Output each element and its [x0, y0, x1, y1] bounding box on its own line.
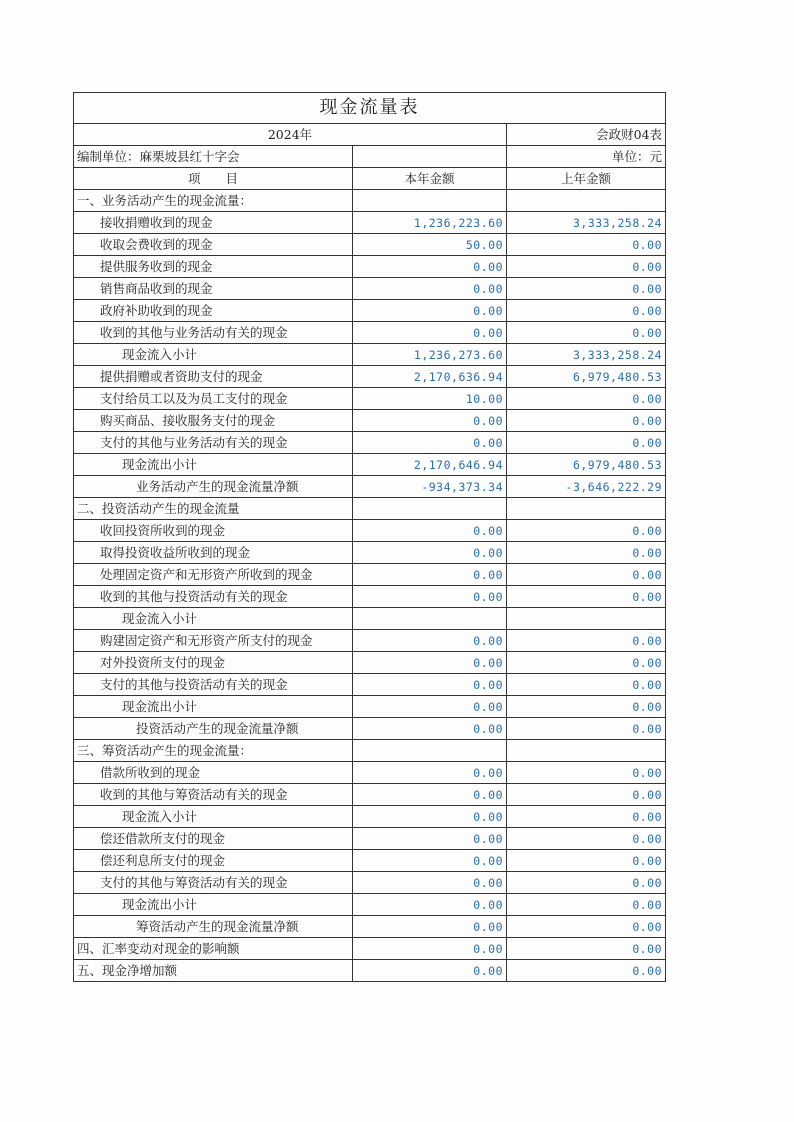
table-row — [74, 674, 666, 696]
row-label: 业务活动产生的现金流量净额 — [74, 476, 353, 498]
previous-year-amount: 0.00 — [507, 542, 666, 564]
table-row — [74, 212, 666, 234]
row-label: 销售商品收到的现金 — [74, 278, 353, 300]
previous-year-amount: 0.00 — [507, 520, 666, 542]
current-year-amount: 0.00 — [353, 718, 507, 740]
table-row — [74, 454, 666, 476]
row-label: 投资活动产生的现金流量净额 — [74, 718, 353, 740]
col-header-previous: 上年金额 — [507, 168, 666, 190]
table-row — [74, 608, 666, 630]
table-row — [74, 190, 666, 212]
previous-year-amount: 6,979,480.53 — [507, 454, 666, 476]
previous-year-amount: 0.00 — [507, 718, 666, 740]
col-header-item: 项 目 — [74, 168, 353, 190]
form-code: 会政财04表 — [507, 124, 666, 146]
previous-year-amount — [507, 740, 666, 762]
current-year-amount: 0.00 — [353, 872, 507, 894]
previous-year-amount: 0.00 — [507, 630, 666, 652]
table-row — [74, 476, 666, 498]
row-label: 现金流出小计 — [74, 696, 353, 718]
row-label: 处理固定资产和无形资产所收到的现金 — [74, 564, 353, 586]
table-row — [74, 630, 666, 652]
row-label: 二、投资活动产生的现金流量 — [74, 498, 353, 520]
row-label: 借款所收到的现金 — [74, 762, 353, 784]
current-year-amount: 0.00 — [353, 674, 507, 696]
table-row — [74, 740, 666, 762]
row-label: 三、筹资活动产生的现金流量： — [74, 740, 353, 762]
row-label: 对外投资所支付的现金 — [74, 652, 353, 674]
row-label: 收取会费收到的现金 — [74, 234, 353, 256]
current-year-amount: 10.00 — [353, 388, 507, 410]
row-label: 现金流入小计 — [74, 806, 353, 828]
row-label: 购买商品、接收服务支付的现金 — [74, 410, 353, 432]
current-year-amount: 0.00 — [353, 652, 507, 674]
previous-year-amount: 0.00 — [507, 322, 666, 344]
table-row — [74, 388, 666, 410]
row-label: 接收捐赠收到的现金 — [74, 212, 353, 234]
blank-cell — [353, 146, 507, 168]
row-label: 提供服务收到的现金 — [74, 256, 353, 278]
current-year-amount: 0.00 — [353, 256, 507, 278]
previous-year-amount: 0.00 — [507, 256, 666, 278]
previous-year-amount — [507, 498, 666, 520]
row-label: 现金流出小计 — [74, 894, 353, 916]
table-row — [74, 696, 666, 718]
current-year-amount: 0.00 — [353, 938, 507, 960]
row-label: 取得投资收益所收到的现金 — [74, 542, 353, 564]
previous-year-amount: 0.00 — [507, 850, 666, 872]
previous-year-amount: 0.00 — [507, 828, 666, 850]
previous-year-amount — [507, 608, 666, 630]
current-year-amount: 0.00 — [353, 806, 507, 828]
current-year-amount: 0.00 — [353, 850, 507, 872]
table-row — [74, 850, 666, 872]
table-row — [74, 278, 666, 300]
previous-year-amount: 0.00 — [507, 762, 666, 784]
header-row — [74, 168, 666, 190]
previous-year-amount: 0.00 — [507, 300, 666, 322]
current-year-amount: 50.00 — [353, 234, 507, 256]
table-row — [74, 872, 666, 894]
table-row — [74, 432, 666, 454]
table-row — [74, 718, 666, 740]
previous-year-amount: 0.00 — [507, 432, 666, 454]
current-year-amount — [353, 498, 507, 520]
org-name: 编制单位：麻栗坡县红十字会 — [74, 146, 353, 168]
current-year-amount: 2,170,636.94 — [353, 366, 507, 388]
previous-year-amount: 0.00 — [507, 938, 666, 960]
current-year-amount: 1,236,273.60 — [353, 344, 507, 366]
year-row — [74, 124, 666, 146]
previous-year-amount: 0.00 — [507, 696, 666, 718]
current-year-amount: 0.00 — [353, 278, 507, 300]
current-year-amount: 1,236,223.60 — [353, 212, 507, 234]
current-year-amount: 0.00 — [353, 520, 507, 542]
title-row — [74, 93, 666, 124]
current-year-amount: 0.00 — [353, 784, 507, 806]
previous-year-amount: 0.00 — [507, 278, 666, 300]
table-row — [74, 586, 666, 608]
current-year-amount — [353, 740, 507, 762]
report-year: 2024年 — [74, 124, 507, 146]
table-row — [74, 564, 666, 586]
table-row — [74, 828, 666, 850]
row-label: 支付的其他与业务活动有关的现金 — [74, 432, 353, 454]
previous-year-amount: 3,333,258.24 — [507, 344, 666, 366]
previous-year-amount: 0.00 — [507, 388, 666, 410]
row-label: 支付给员工以及为员工支付的现金 — [74, 388, 353, 410]
row-label: 现金流出小计 — [74, 454, 353, 476]
previous-year-amount: -3,646,222.29 — [507, 476, 666, 498]
row-label: 一、业务活动产生的现金流量： — [74, 190, 353, 212]
row-label: 提供捐赠或者资助支付的现金 — [74, 366, 353, 388]
table-row — [74, 894, 666, 916]
table-row — [74, 410, 666, 432]
col-header-current: 本年金额 — [353, 168, 507, 190]
current-year-amount — [353, 608, 507, 630]
row-label: 偿还借款所支付的现金 — [74, 828, 353, 850]
current-year-amount: 0.00 — [353, 762, 507, 784]
previous-year-amount: 0.00 — [507, 674, 666, 696]
row-label: 五、现金净增加额 — [74, 960, 353, 982]
table-row — [74, 652, 666, 674]
current-year-amount — [353, 190, 507, 212]
org-row — [74, 146, 666, 168]
cash-flow-table — [73, 92, 666, 982]
table-row — [74, 938, 666, 960]
table-row — [74, 322, 666, 344]
row-label: 现金流入小计 — [74, 344, 353, 366]
current-year-amount: 0.00 — [353, 916, 507, 938]
previous-year-amount: 0.00 — [507, 652, 666, 674]
page-title: 现金流量表 — [74, 93, 666, 124]
row-label: 筹资活动产生的现金流量净额 — [74, 916, 353, 938]
current-year-amount: 0.00 — [353, 564, 507, 586]
previous-year-amount: 0.00 — [507, 872, 666, 894]
row-label: 收回投资所收到的现金 — [74, 520, 353, 542]
row-label: 偿还利息所支付的现金 — [74, 850, 353, 872]
table-row — [74, 300, 666, 322]
table-row — [74, 498, 666, 520]
row-label: 购建固定资产和无形资产所支付的现金 — [74, 630, 353, 652]
table-row — [74, 784, 666, 806]
current-year-amount: 0.00 — [353, 410, 507, 432]
row-label: 收到的其他与投资活动有关的现金 — [74, 586, 353, 608]
table-row — [74, 520, 666, 542]
currency-unit: 单位：元 — [507, 146, 666, 168]
current-year-amount: 0.00 — [353, 300, 507, 322]
table-row — [74, 762, 666, 784]
previous-year-amount: 0.00 — [507, 410, 666, 432]
table-row — [74, 542, 666, 564]
current-year-amount: 0.00 — [353, 828, 507, 850]
row-label: 收到的其他与筹资活动有关的现金 — [74, 784, 353, 806]
row-label: 支付的其他与投资活动有关的现金 — [74, 674, 353, 696]
row-label: 四、汇率变动对现金的影响额 — [74, 938, 353, 960]
table-row — [74, 806, 666, 828]
table-row — [74, 256, 666, 278]
previous-year-amount: 0.00 — [507, 586, 666, 608]
current-year-amount: 0.00 — [353, 432, 507, 454]
row-label: 现金流入小计 — [74, 608, 353, 630]
current-year-amount: 2,170,646.94 — [353, 454, 507, 476]
previous-year-amount: 0.00 — [507, 564, 666, 586]
table-row — [74, 916, 666, 938]
row-label: 支付的其他与筹资活动有关的现金 — [74, 872, 353, 894]
previous-year-amount: 0.00 — [507, 806, 666, 828]
previous-year-amount: 0.00 — [507, 916, 666, 938]
previous-year-amount: 0.00 — [507, 234, 666, 256]
previous-year-amount: 0.00 — [507, 784, 666, 806]
row-label: 政府补助收到的现金 — [74, 300, 353, 322]
table-row — [74, 234, 666, 256]
current-year-amount: 0.00 — [353, 586, 507, 608]
current-year-amount: 0.00 — [353, 322, 507, 344]
current-year-amount: 0.00 — [353, 960, 507, 982]
current-year-amount: 0.00 — [353, 542, 507, 564]
current-year-amount: -934,373.34 — [353, 476, 507, 498]
current-year-amount: 0.00 — [353, 630, 507, 652]
table-row — [74, 366, 666, 388]
previous-year-amount — [507, 190, 666, 212]
table-row — [74, 960, 666, 982]
row-label: 收到的其他与业务活动有关的现金 — [74, 322, 353, 344]
previous-year-amount: 0.00 — [507, 960, 666, 982]
previous-year-amount: 6,979,480.53 — [507, 366, 666, 388]
current-year-amount: 0.00 — [353, 696, 507, 718]
previous-year-amount: 0.00 — [507, 894, 666, 916]
current-year-amount: 0.00 — [353, 894, 507, 916]
table-row — [74, 344, 666, 366]
previous-year-amount: 3,333,258.24 — [507, 212, 666, 234]
